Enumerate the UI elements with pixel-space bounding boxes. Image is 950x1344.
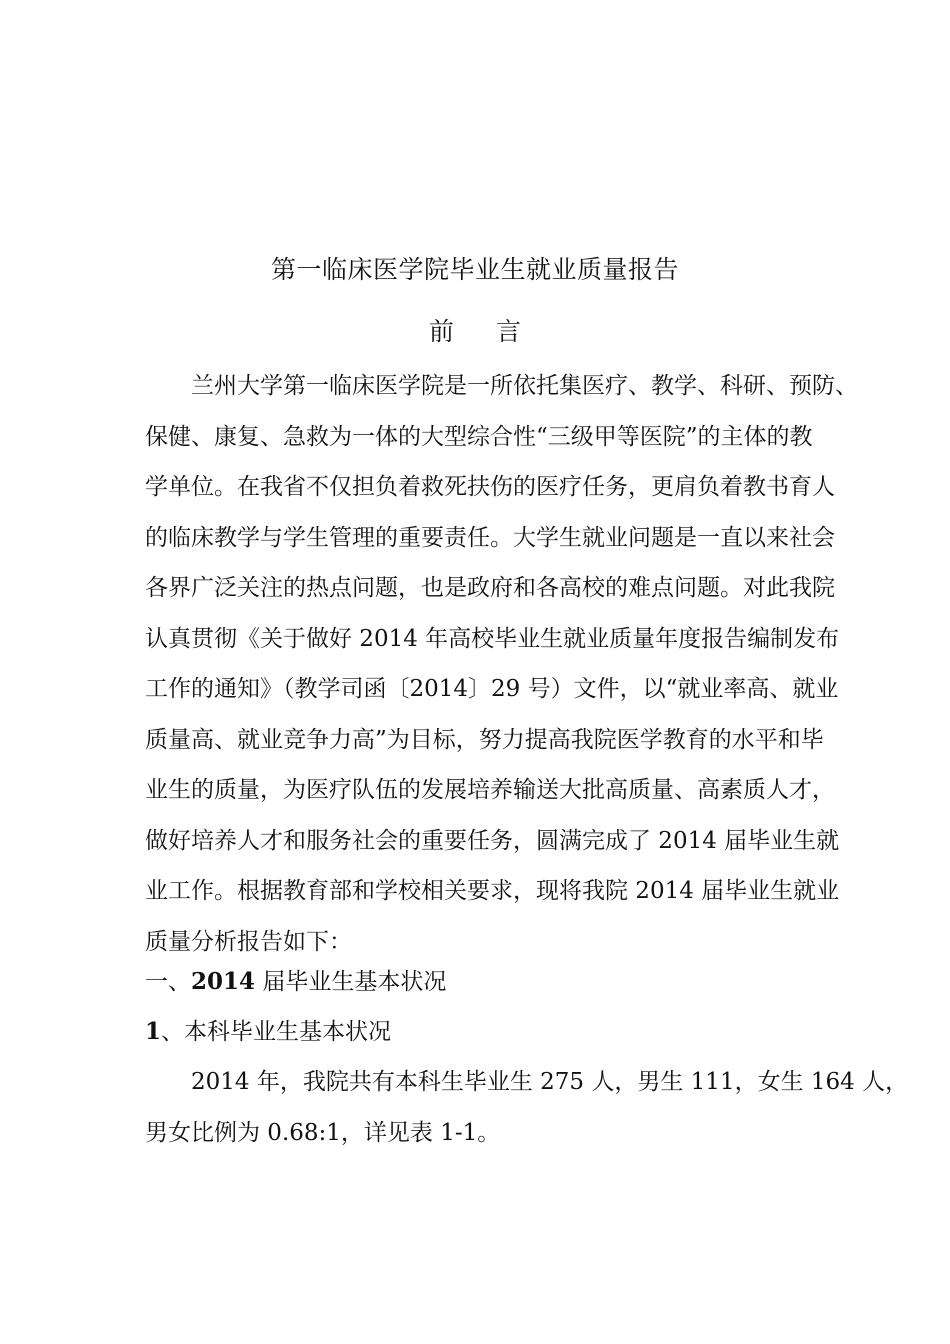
paragraph-line: 质量高、就业竞争力高”为目标，努力提高我院医学教育的水平和毕 [145, 726, 824, 753]
section-heading-prefix: 一、 [145, 969, 191, 995]
paragraph-line: 认真贯彻《关于做好 2014 年高校毕业生就业质量年度报告编制发布 [145, 625, 840, 652]
subsection-heading-1-1 [145, 1012, 391, 1052]
paragraph-line: 业工作。根据教育部和学校相关要求，现将我院 2014 届毕业生就业 [145, 878, 840, 904]
paragraph-line: 做好培养人才和服务社会的重要任务，圆满完成了 2014 届毕业生就 [145, 827, 840, 854]
paragraph-line: 男女比例为 0.68:1，详见表 1-1。 [145, 1119, 501, 1146]
preface-heading: 前言 [428, 317, 563, 346]
paragraph-line: 保健、康复、急救为一体的大型综合性“三级甲等医院”的主体的教 [145, 423, 813, 450]
preface-paragraph [145, 361, 858, 967]
document-title: 第一临床医学院毕业生就业质量报告 [270, 255, 679, 284]
paragraph-line: 工作的通知》（教学司函〔2014〕29 号）文件，以“就业率高、就业 [145, 676, 839, 702]
section-heading-year: 2014 [191, 968, 256, 995]
paragraph-line: 各界广泛关注的热点问题，也是政府和各高校的难点问题。对此我院 [145, 575, 835, 601]
subsection-heading-text: 、本科毕业生基本状况 [161, 1019, 392, 1045]
paragraph-line: 质量分析报告如下： [145, 928, 352, 955]
statistics-paragraph [145, 1057, 909, 1158]
paragraph-line: 2014 年，我院共有本科生毕业生 275 人，男生 111，女生 164 人， [191, 1069, 909, 1095]
subsection-heading-number: 1 [145, 1018, 162, 1045]
paragraph-line: 学单位。在我省不仅担负着救死扶伤的医疗任务，更肩负着教书育人 [145, 474, 835, 500]
section-heading-1 [145, 962, 446, 1002]
section-heading-text: 届毕业生基本状况 [255, 969, 447, 995]
paragraph-line: 业生的质量，为医疗队伍的发展培养输送大批高质量、高素质人才， [145, 777, 835, 803]
paragraph-line: 兰州大学第一临床医学院是一所依托集医疗、教学、科研、预防、 [191, 373, 858, 399]
paragraph-line: 的临床教学与学生管理的重要责任。大学生就业问题是一直以来社会 [145, 524, 835, 551]
